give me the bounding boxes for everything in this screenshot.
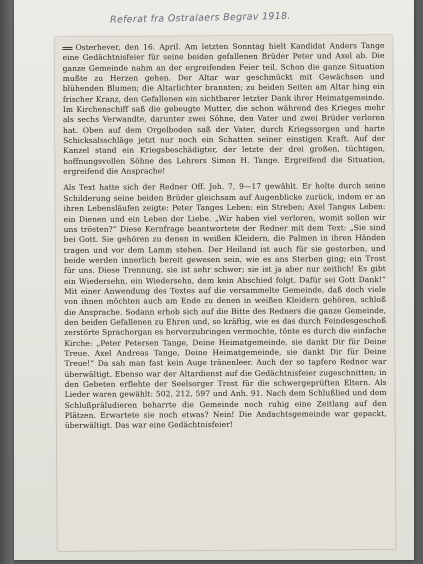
paragraph-text: Osterhever, den 16. April. Am letzten Sonntag hielt Kandidat Anders Tange eine Gedächtnisfeier für seine beiden gefallenen Brüder Peter und Axel ab. Die ganze Gemeinde nahm an der ergreifenden Feier teil. Schon die ganze Situation mußte zu Herzen gehen. Der Altar war geschmückt mit Gewächsen und blühenden Blumen; die Altarlichter brannten; zu beiden Seiten am Altar hing ein frischer Kranz, den Gefallenen ein sichtbarer letzter Dank ihrer Heimatgemeinde. Im Kirchenschiff saß die gebeugte Mutter, die schon während des Krieges mehr als sechs Verwandte, darunter zwei Söhne, den Vater und zwei Brüder verloren hat. Oben auf dem Orgelboden saß der Vater, durch Kriegssorgen und harte Schicksalsschläge jetzt nur noch ein Schatten seiner einstigen Kraft. Auf der Kanzel stand ein Kriegsbeschädigter, der letzte der drei großen, tüchtigen, hoffnungsvollen Söhne des Lehrers Simon H. Tange. Ergreifend die Situation, ergreifend die Ansprache! xyxy=(62,41,386,177)
handwritten-note: Referat fra Ostralaers Begrav 1918. xyxy=(109,10,291,26)
paper-sheet xyxy=(14,0,414,560)
article-text xyxy=(62,41,386,432)
article-paragraph-2: Als Text hatte sich der Redner Off. Joh. 7, 9—17 gewählt. Er holte durch seine Schilderung seine beiden Brüder gleichsam auf Augenblicke zurück, indem er an ihren Lebensläufen zeigte: Peter Tanges Leben: ein Streben; Axel Tanges Leben: ein Dienen und ein Leben der Liebe. „Wir haben viel verloren, womit sollen wir uns trösten?“ Diese Kernfrage beantwortete der Redner mit dem Text: „Sie sind bei Gott. Sie gehören zu denen in weißen Kleidern, die Palmen in ihren Händen tragen und vor dem Lamm stehen. Der Heiland ist auch für sie gestorben, und beide werden innerlich bereit gewesen sein, wie es ans Sterben ging; ein Trost für uns. Diese Trennung, sie ist sehr schwer; sie ist ja aber nur zeitlich! Es gibt ein Wiedersehn, ein Wiedersehn, dem kein Abschied folgt. Dafür sei Gott Dank!“ Mit einer Anwendung des Textes auf die versammelte Gemeinde, daß doch viele von ihnen möchten auch am Ende zu denen in weißen Kleidern gehören, schloß die Ansprache. Sodann erhob sich auf die Bitte des Redners die ganze Gemeinde, den beiden Gefallenen zu Ehren und, so kräftig, wie es das durch Feindesgeschoß zerstörte Sprachorgan es hervorzubringen vermochte, tönte es durch die einfache Kirche: „Peter Petersen Tange, Deine Heimatgemeinde, sie dankt Dir für Deine Treue. Axel Andreas Tange, Deine Heimatgemeinde, sie dankt Dir für Deine Treue!“ Da sah man fast kein Auge tränenleer. Auch der so tapfere Redner war überwältigt. Ebenso war der Altardienst auf die Gedächtnisfeier zugeschnitten; in den Gebeten erflehte der Seelsorger Trost für die schwergeprüften Eltern. Als Lieder waren gewählt: 502, 212, 597 und Anh. 91. Nach dem Schlußlied und dem Schlußpräludieren beharrte die Gemeinde noch ruhig eine Zeitlang auf den Plätzen. Erwartete sie noch etwas? Nein! Die Andachtsgemeinde war gepackt, überwältigt. Das war eine Gedächtnisfeier! xyxy=(63,181,387,431)
article-paragraph-1 xyxy=(62,41,385,177)
scan-edge xyxy=(0,0,14,564)
newspaper-clipping xyxy=(54,35,395,551)
dash-rule xyxy=(62,46,72,49)
